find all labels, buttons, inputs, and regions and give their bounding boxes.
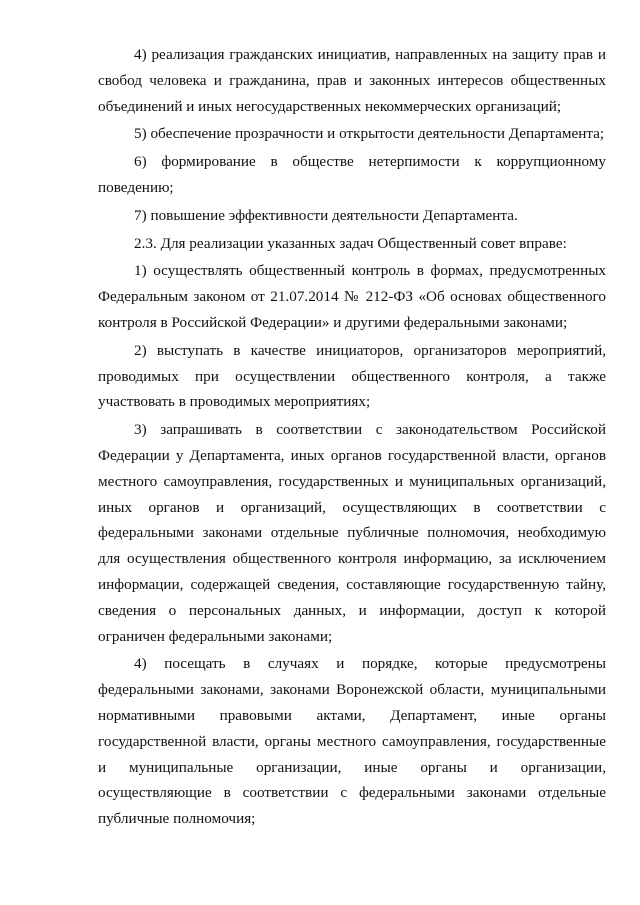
paragraph-right-2-initiators: 2) выступать в качестве инициаторов, организаторов мероприятий, проводимых при осуществлении общественного контроля, а также участвовать в проводимых мероприятиях; [98, 341, 606, 411]
paragraph-right-3-request-info: 3) запрашивать в соответствии с законодательством Российской Федерации у Департамента, иных органов государственной власти, органов местного самоуправления, государственных и муниципальных организаций, иных органов и организаций, осуществляющих в соответствии с федеральными законами отдельные публичные полномочия, необходимую для осуществления общественного контроля информацию, за исключением информации, содержащей сведения, составляющие государственную тайну, сведения о персональных данных, и информации, доступ к которой ограничен федеральными законами; [98, 421, 606, 645]
paragraph-section-2-3: 2.3. Для реализации указанных задач Общественный совет вправе: [134, 234, 567, 252]
paragraph-item-5-transparency: 5) обеспечение прозрачности и открытости деятельности Департамента; [134, 125, 605, 143]
paragraph-item-6-anti-corruption: 6) формирование в обществе нетерпимости к коррупционному поведению; [98, 153, 606, 196]
paragraph-item-4-civic-initiatives: 4) реализация гражданских инициатив, направленных на защиту прав и свобод человека и гражданина, прав и законных интересов общественных объединений и иных негосударственных некоммерческих организаций; [98, 46, 606, 115]
paragraph-item-7-efficiency: 7) повышение эффективности деятельности Департамента. [134, 206, 518, 224]
document-page [98, 42, 606, 832]
paragraph-right-4-visit: 4) посещать в случаях и порядке, которые предусмотрены федеральными законами, законами Воронежской области, муниципальными нормативными правовыми актами, Департамент, иные органы государственной власти, органы местного самоуправления, государственные и муниципальные организации, иные органы и организации, осуществляющие в соответствии с федеральными законами отдельные публичные полномочия; [98, 655, 606, 828]
paragraph-right-1-public-control: 1) осуществлять общественный контроль в формах, предусмотренных Федеральным законом от 21.07.2014 № 212-ФЗ «Об основах общественного контроля в Российской Федерации» и другими федеральными законами; [98, 262, 606, 331]
